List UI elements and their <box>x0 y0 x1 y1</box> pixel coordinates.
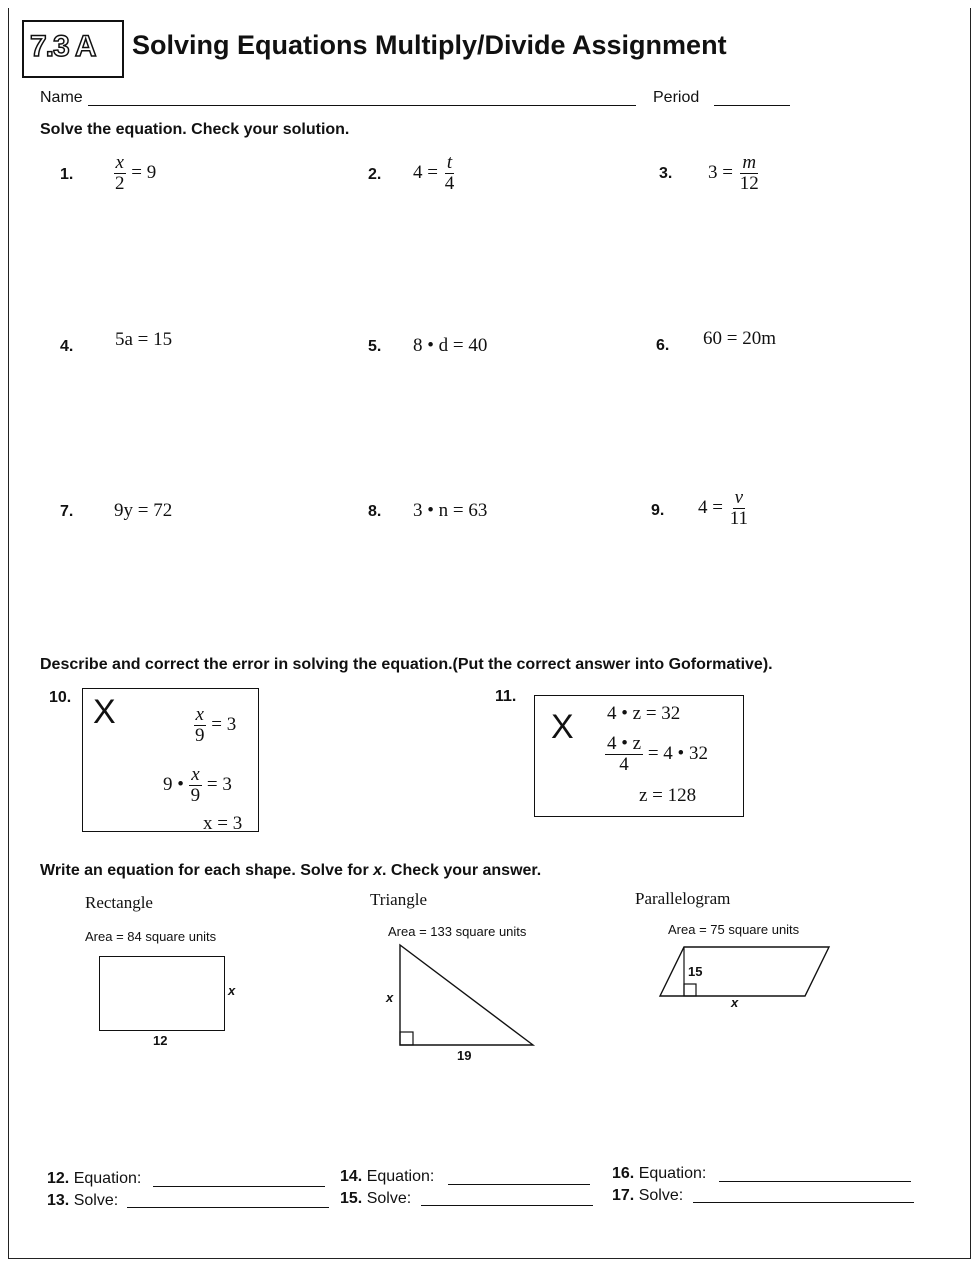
answer-field-17[interactable] <box>693 1202 914 1203</box>
problem-5-equation: 8 • d = 40 <box>413 335 488 356</box>
section2-instruction: Describe and correct the error in solving the equation.(Put the correct answer into Goformative). <box>40 656 773 673</box>
problem-number: 11. <box>495 688 517 705</box>
name-field[interactable] <box>88 105 636 106</box>
shape-name: Rectangle <box>85 893 153 912</box>
parallelogram-shape <box>655 944 835 1000</box>
page-border <box>8 8 971 1259</box>
answer-field-16[interactable] <box>719 1181 911 1182</box>
parallelogram-base-label: x <box>731 995 739 1010</box>
p10-line3: x = 3 <box>203 813 243 832</box>
problem-number: 10. <box>49 689 72 706</box>
page-title: Solving Equations Multiply/Divide Assignment <box>132 30 727 60</box>
problem-11-box <box>534 695 744 817</box>
rectangle-shape <box>99 956 225 1031</box>
problem-1-equation: $\frac{x}{2}$ = 9 <box>115 152 157 194</box>
answer-label-15: 15. Solve: <box>340 1190 412 1207</box>
problem-number: 1. <box>60 166 74 183</box>
shape-area: Area = 133 square units <box>388 924 527 939</box>
answer-field-14[interactable] <box>448 1184 590 1185</box>
answer-field-12[interactable] <box>153 1186 325 1187</box>
answer-field-15[interactable] <box>421 1205 593 1206</box>
problem-10-box <box>82 688 259 832</box>
triangle-shape <box>395 940 540 1050</box>
problem-number: 9. <box>651 502 665 519</box>
triangle-side-label: x <box>386 990 394 1005</box>
shape-name: Triangle <box>370 890 427 909</box>
problem-number: 4. <box>60 338 74 355</box>
answer-label-16: 16. Equation: <box>612 1165 707 1182</box>
problem-number: 2. <box>368 166 382 183</box>
error-x-icon: X <box>551 708 574 746</box>
rectangle-side-label: x <box>228 983 236 998</box>
problem-7-equation: 9y = 72 <box>114 500 173 521</box>
problem-number: 5. <box>368 338 382 355</box>
shape-area: Area = 84 square units <box>85 929 217 944</box>
lesson-badge-text: 7.3 A <box>30 30 96 63</box>
error-x-icon: X <box>93 693 116 731</box>
p11-line3: z = 128 <box>639 785 697 806</box>
p10-line2: 9 • $\frac{x}{9}$ = 3 <box>163 764 232 806</box>
section3-instruction: Write an equation for each shape. Solve for x. Check your answer. <box>40 862 542 879</box>
shape-name: Parallelogram <box>635 889 731 908</box>
problem-number: 3. <box>659 165 673 182</box>
problem-6-equation: 60 = 20m <box>703 328 776 349</box>
problem-4-equation: 5a = 15 <box>115 329 173 350</box>
problem-number: 8. <box>368 503 382 520</box>
rectangle-base-label: 12 <box>153 1033 168 1048</box>
answer-label-13: 13. Solve: <box>47 1192 119 1209</box>
parallelogram-height-label: 15 <box>688 964 703 979</box>
p10-line1: $\frac{x}{9}$ = 3 <box>195 704 237 746</box>
triangle-base-label: 19 <box>457 1048 472 1063</box>
problem-number: 7. <box>60 503 74 520</box>
answer-label-14: 14. Equation: <box>340 1168 435 1185</box>
period-label: Period <box>653 89 700 106</box>
p11-line1: 4 • z = 32 <box>607 703 681 724</box>
answer-field-13[interactable] <box>127 1207 329 1208</box>
answer-label-12: 12. Equation: <box>47 1170 142 1187</box>
answer-label-17: 17. Solve: <box>612 1187 684 1204</box>
problem-9-equation: 4 = $\frac{v}{11}$ <box>698 487 749 529</box>
problem-number: 6. <box>656 337 670 354</box>
problem-3-equation: 3 = $\frac{m}{12}$ <box>708 152 759 194</box>
problem-2-equation: 4 = $\frac{t}{4}$ <box>413 152 455 194</box>
section1-instruction: Solve the equation. Check your solution. <box>40 121 350 138</box>
period-field[interactable] <box>714 105 790 106</box>
name-label: Name <box>40 89 83 106</box>
lesson-badge <box>22 20 124 78</box>
shape-area: Area = 75 square units <box>668 922 800 937</box>
problem-8-equation: 3 • n = 63 <box>413 500 488 521</box>
p11-line2: $\frac{4 • z}{4}$ = 4 • 32 <box>607 733 708 775</box>
